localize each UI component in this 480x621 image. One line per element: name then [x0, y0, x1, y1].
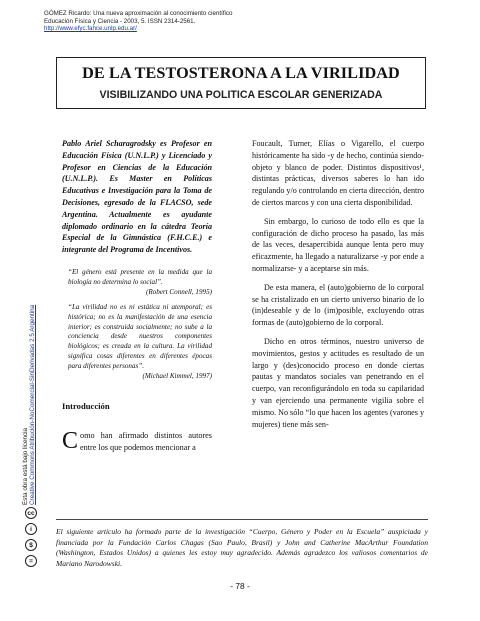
- section-heading-introduction: Introducción: [62, 401, 110, 412]
- body-paragraph: Dicho en otros términos, nuestro universo de movimientos, gestos y actitudes es resultado de un largo y (des)conocido proceso en donde ciertas pautas y mandatos sociales van penetrando en el cuerpo, van reconfigurándolo en toda su capilaridad y van ejerciendo una permanente vigilia sobre el mismo. No sólo “lo que hacen los agentes (varones y mujeres) tiene más sen-: [252, 336, 424, 429]
- body-paragraph: De esta manera, el (auto)gobierno de lo corporal se ha cristalizado en un cierto universo binario de lo (in)deseable y de lo (im)posible, excluyendo otras formas de (auto)gobierno de lo corporal.: [252, 282, 424, 328]
- article-subtitle: VISIBILIZANDO UNA POLITICA ESCOLAR GENERIZADA: [99, 89, 383, 101]
- right-column: [252, 138, 424, 437]
- journal-url-link[interactable]: http://www.efyc.fahce.unlp.edu.ar/: [44, 25, 137, 33]
- citation-line-2: Educación Física y Ciencia - 2003, 5. ISSN 2314-2561.: [44, 17, 196, 25]
- quote-source: (Robert Connell, 1995): [145, 288, 212, 297]
- drop-cap: C: [62, 428, 79, 455]
- license-line-1: Esta obra está bajo licencia: [22, 427, 29, 505]
- intro-text: omo han afirmado distintos autores entre los que podemos mencionar a: [80, 431, 212, 452]
- creative-commons-badge[interactable]: [25, 507, 39, 571]
- cc-icon: cc: [25, 507, 37, 519]
- nd-icon: =: [25, 555, 37, 567]
- quote-source: (Michael Kimmel, 1997): [142, 372, 212, 381]
- epigraph-quote-1: [68, 268, 212, 297]
- body-paragraph: Sin embargo, lo curioso de todo ello es que la configuración de dicho proceso ha pasado, las más de las veces, desapercibida aunque lenta pero muy eficazmente, ha llegado a naturalizarse -y por ende a normalizarse- y a aceptarse sin más.: [252, 216, 424, 273]
- article-title: DE LA TESTOSTERONA A LA VIRILIDAD: [82, 64, 400, 82]
- citation-line-1: GÓMEZ Ricardo: Una nueva aproximación al conocimiento científico: [44, 10, 233, 17]
- license-link[interactable]: Creative Commons Atribución-NoComercial-SinDerivadas 2.5 Argentina: [29, 304, 37, 505]
- epigraph-quote-2: [68, 303, 212, 381]
- journal-header: [44, 10, 464, 33]
- footnote: El siguiente artículo ha formado parte de la investigación “Cuerpo, Género y Poder en la Escuela” auspiciada y financiada por la Fundación Carlos Chagas (Sao Paulo, Brasil) y John and Catherine MacArthur Foundation (Washington, Estados Unidos) a quienes les estoy muy agradecido. Además agradezco los valiosos comentarios de Mariano Narodowski.: [56, 527, 428, 568]
- quote-text: “La virilidad no es ni estática ni atemporal; es histórica; no es la manifestación de una esencia interior; es construida socialmente; no sube a la conciencia desde nuestros componentes biológicos; es creada en la cultura. La virilidad significa cosas diferentes en diferentes épocas para diferentes personas”.: [68, 303, 212, 370]
- author-bio: Pablo Ariel Scharagrodsky es Profesor en Educación Física (U.N.L.P.) y Licenciado y Profesor en Ciencias de la Educación (U.N.L.P.). Es Master en Políticas Educativas e Investigación para la Toma de Decisiones, egresado de la FLACSO, sede Argentina. Actualmente es ayudante diplomado ordinario en la cátedra Teoría Especial de la Gimnástica (F.H.C.E.) e integrante del Programa de Incentivos.: [62, 139, 212, 255]
- title-box: [56, 57, 426, 109]
- page-number: - 78 -: [230, 581, 250, 591]
- by-icon: i: [25, 523, 37, 535]
- quote-text: “El género está presente en la medida que la biología no determina lo social”.: [68, 267, 212, 286]
- footnote-divider: [56, 519, 428, 520]
- intro-paragraph: [62, 430, 212, 453]
- body-paragraph: Foucault, Turner, Elías o Vigarello, el cuerpo históricamente ha sido -y de hecho, continúa siendo- objeto y blanco de poder. Distintos dispositivos¹, distintas prácticas, diversos saberes lo han ido regulando y/o controlando en cierta dirección, dentro de ciertos marcos y con una cierta disponibilidad.: [252, 139, 424, 207]
- license-notice: [22, 125, 36, 505]
- left-column: [62, 138, 212, 453]
- nc-icon: $: [25, 539, 37, 551]
